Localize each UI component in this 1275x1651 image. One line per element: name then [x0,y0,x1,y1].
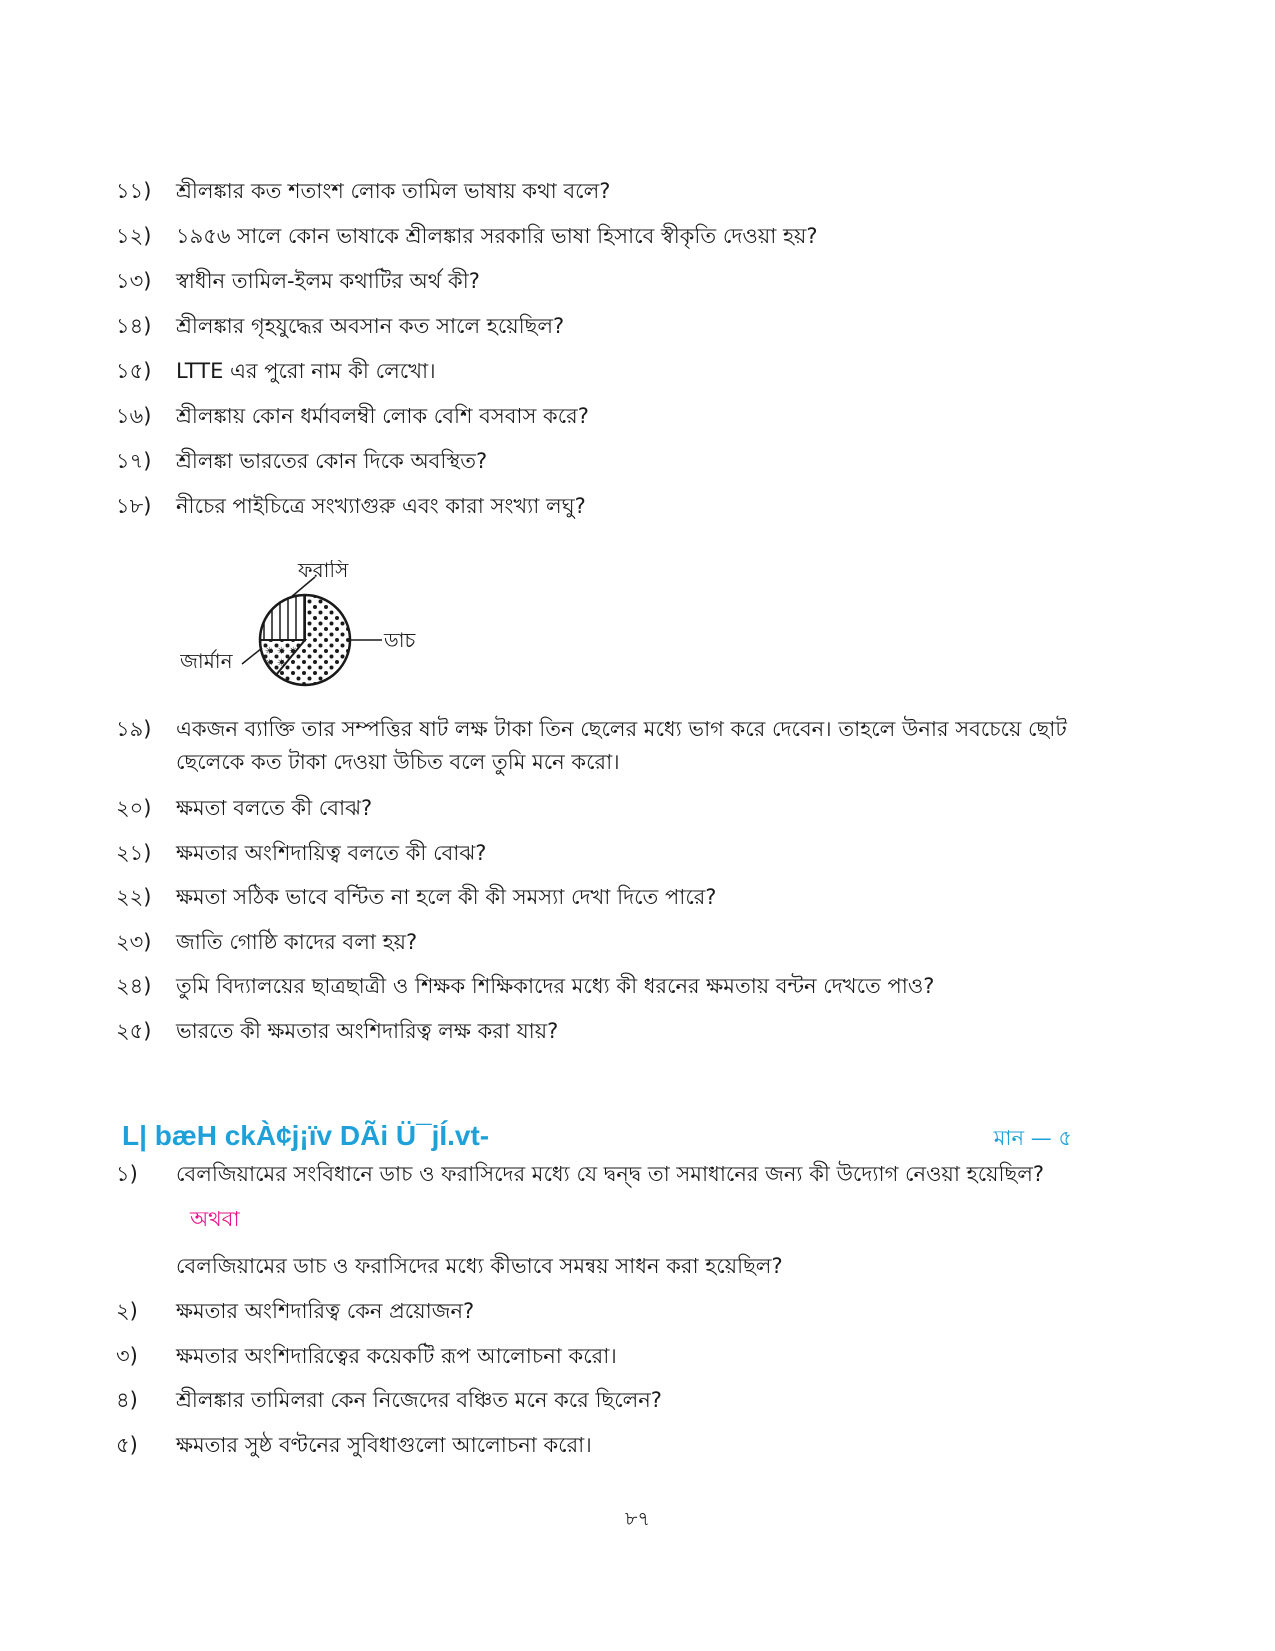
page-number: ৮৭ [625,1508,650,1530]
question-item [116,837,1116,870]
question-item [116,1158,1116,1191]
question-text: LTTE এর পুরো নাম কী লেখো। [176,359,436,383]
question-text: তুমি বিদ্যালয়ের ছাত্রছাত্রী ও শিক্ষক শিক্ষিকাদের মধ্যে কী ধরনের ক্ষমতায় বন্টন দেখতে পাও? [176,974,935,998]
question-item [116,400,1116,433]
question-text: বেলজিয়ামের ডাচ ও ফরাসিদের মধ্যে কীভাবে সমন্বয় সাধন করা হয়েছিল? [176,1254,783,1278]
question-item [116,1015,1116,1048]
question-item [116,265,1116,298]
question-number: ১) [116,1162,138,1186]
question-text: ভারতে কী ক্ষমতার অংশিদারিত্ব লক্ষ করা যায়? [176,1019,559,1043]
question-item [116,881,1116,914]
question-text: শ্রীলঙ্কার গৃহযুদ্ধের অবসান কত সালে হয়েছিল? [176,314,565,338]
section-marks: মান — ৫ [993,1126,1072,1150]
question-item [116,310,1116,343]
question-text: শ্রীলঙ্কা ভারতের কোন দিকে অবস্থিত? [176,449,488,473]
question-text: স্বাধীন তামিল-ইলম কথাটির অর্থ কী? [176,269,480,293]
question-text: শ্রীলঙ্কার কত শতাংশ লোক তামিল ভাষায় কথা বলে? [176,179,611,203]
question-item [116,1340,1116,1373]
question-text: ক্ষমতা বলতে কী বোঝ? [176,796,373,820]
question-number: ২৩) [116,930,152,954]
question-item [116,445,1116,478]
question-text: ১৯৫৬ সালে কোন ভাষাকে শ্রীলঙ্কার সরকারি ভাষা হিসাবে স্বীকৃতি দেওয়া হয়? [176,224,818,248]
question-item [116,220,1116,253]
leader-line-left [242,648,262,664]
question-number: ২১) [116,841,152,865]
question-text: জাতি গোষ্ঠি কাদের বলা হয়? [176,930,418,954]
question-number: ২০) [116,796,152,820]
question-number: ৩) [116,1344,138,1368]
section-title: L| bæH ckÀ¢j¡ïv DÃi Ü¯jÍ.vt- [122,1120,490,1151]
question-item [116,355,1116,388]
question-number: ১৬) [116,404,152,428]
question-item [116,970,1116,1003]
question-item [116,1295,1116,1328]
pie-label-german: জার্মান [180,649,233,673]
question-number: ২৪) [116,974,152,998]
question-number: ২) [116,1299,138,1323]
question-text: ক্ষমতার অংশিদারিত্বের কয়েকটি রূপ আলোচনা করো। [176,1344,617,1368]
question-item [116,926,1116,959]
section-heading [122,1118,1072,1154]
question-item [116,1429,1116,1462]
question-text: ক্ষমতার সুষ্ঠ বণ্টনের সুবিধাগুলো আলোচনা করো। [176,1433,592,1457]
question-number: ১৮) [116,494,152,518]
question-text: ক্ষমতার অংশিদারিত্ব কেন প্রয়োজন? [176,1299,475,1323]
pie-diagram [180,560,440,700]
pie-label-dutch: ডাচ [384,628,416,652]
question-text: ক্ষমতার অংশিদায়িত্ব বলতে কী বোঝ? [176,841,487,865]
question-number: ১২) [116,224,152,248]
question-text: শ্রীলঙ্কার তামিলরা কেন নিজেদের বঞ্চিত মনে করে ছিলেন? [176,1388,662,1412]
question-number: ৫) [116,1433,138,1457]
question-number: ৪) [116,1388,138,1412]
question-number: ১১) [116,179,152,203]
question-number: ১৭) [116,449,152,473]
question-item [116,1384,1116,1417]
question-number: ১৩) [116,269,152,293]
question-number: ২৫) [116,1019,152,1043]
question-number: ২২) [116,885,152,909]
question-number: ১৯) [116,717,152,741]
question-text: নীচের পাইচিত্রে সংখ্যাগুরু এবং কারা সংখ্যা লঘু? [176,494,586,518]
question-item [116,490,1116,523]
question-item [116,175,1116,208]
question-item [116,1250,1116,1283]
question-number: ১৪) [116,314,152,338]
question-text: ক্ষমতা সঠিক ভাবে বন্টিত না হলে কী কী সমস্যা দেখা দিতে পারে? [176,885,717,909]
question-text: একজন ব্যাক্তি তার সম্পত্তির ষাট লক্ষ টাকা তিন ছেলের মধ্যে ভাগ করে দেবেন। তাহলে উনার সবচেয়ে ছোট ছেলেকে কত টাকা দেওয়া উচিত বলে তুমি মনে করো। [176,717,1067,774]
or-label: অথবা [190,1207,240,1231]
question-text: শ্রীলঙ্কায় কোন ধর্মাবলম্বী লোক বেশি বসবাস করে? [176,404,589,428]
pie-label-french: ফরাসি [298,560,349,583]
question-item [116,713,1116,779]
question-number: ১৫) [116,359,152,383]
question-item [116,792,1116,825]
question-text: বেলজিয়ামের সংবিধানে ডাচ ও ফরাসিদের মধ্যে যে দ্বন্দ্ব তা সমাধানের জন্য কী উদ্যোগ নেওয়া হয়েছিল? [176,1162,1045,1186]
